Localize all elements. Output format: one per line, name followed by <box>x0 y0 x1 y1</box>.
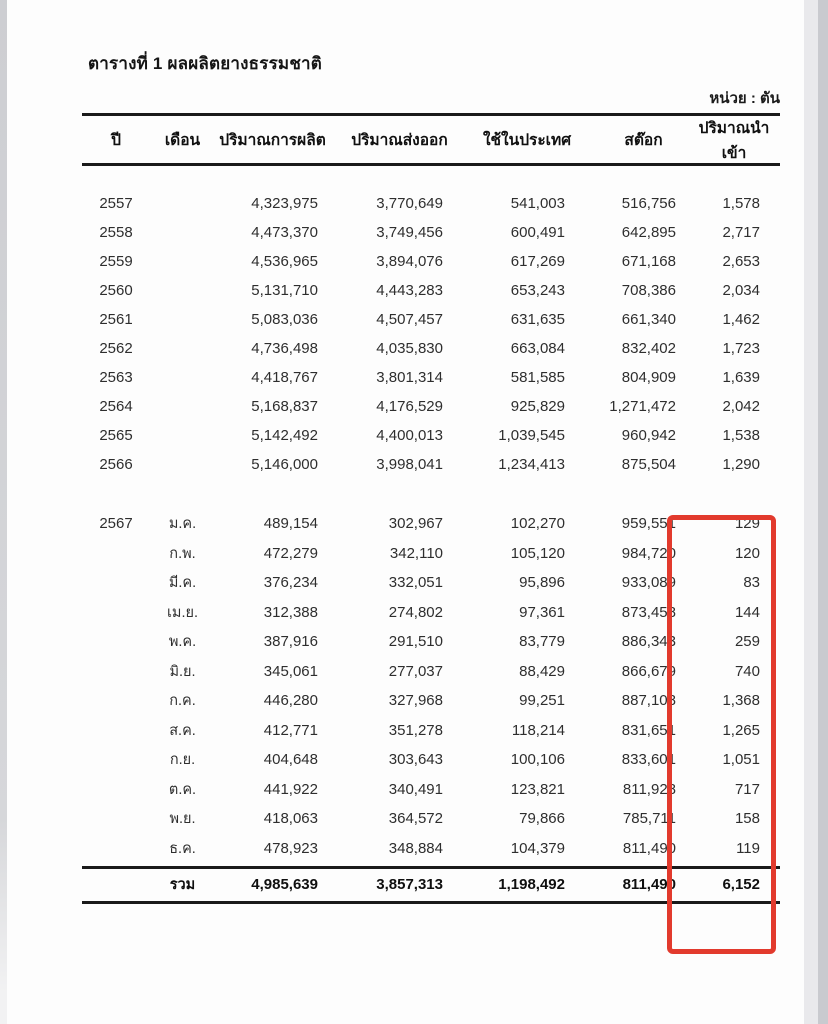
scan-edge-left <box>0 0 7 1024</box>
table-row <box>82 539 780 569</box>
cell-export: 303,643 <box>388 751 443 769</box>
table-bottom-rule <box>82 901 780 904</box>
cell-month: ส.ค. <box>169 722 196 739</box>
cell-domestic: 653,243 <box>510 282 565 299</box>
table-row <box>82 450 780 479</box>
cell-month: ม.ค. <box>168 516 197 533</box>
cell-domestic: 617,269 <box>510 253 565 270</box>
cell-production: 472,279 <box>263 544 318 562</box>
cell-import: 2,042 <box>722 398 760 415</box>
cell-export: 277,037 <box>388 662 443 680</box>
cell-year: 2560 <box>99 282 133 299</box>
table-row <box>82 598 780 628</box>
cell-import: 2,717 <box>722 224 760 241</box>
cell-domestic: 118,214 <box>511 721 565 739</box>
table-row <box>82 363 780 392</box>
cell-export: 274,802 <box>388 603 443 621</box>
table-row <box>82 247 780 276</box>
cell-production: 446,280 <box>263 692 318 710</box>
cell-year: 2561 <box>99 311 133 328</box>
cell-stock: 642,895 <box>621 224 676 241</box>
table-row <box>82 745 780 775</box>
column-header-stock: สต๊อก <box>624 132 663 149</box>
cell-stock: 887,108 <box>621 692 676 710</box>
cell-year: 2563 <box>99 369 133 386</box>
cell-stock: 671,168 <box>621 253 676 270</box>
cell-export: 327,968 <box>388 692 443 710</box>
cell-domestic: 83,779 <box>519 633 565 651</box>
cell-export: 3,749,456 <box>376 224 443 241</box>
cell-stock: 811,490 <box>622 839 676 857</box>
table-row <box>82 775 780 805</box>
cell-domestic: 631,635 <box>510 311 565 328</box>
cell-export: 4,035,830 <box>376 340 443 357</box>
cell-stock: 984,720 <box>621 544 676 562</box>
cell-import: 158 <box>734 810 760 828</box>
cell-export: 340,491 <box>388 780 443 798</box>
cell-domestic: 100,106 <box>510 751 565 769</box>
table-row <box>82 627 780 657</box>
cell-domestic: 95,896 <box>519 574 565 592</box>
table-row <box>82 716 780 746</box>
cell-production: 4,985,639 <box>251 875 318 893</box>
cell-import: 2,653 <box>722 253 760 270</box>
cell-stock: 866,679 <box>621 662 676 680</box>
cell-import: 120 <box>734 544 760 562</box>
cell-import: 1,051 <box>722 751 760 769</box>
cell-export: 4,400,013 <box>376 427 443 444</box>
unit-label: หน่วย : ตัน <box>709 90 780 107</box>
cell-production: 5,131,710 <box>251 282 318 299</box>
table-row <box>82 392 780 421</box>
cell-domestic: 541,003 <box>510 195 565 212</box>
cell-production: 404,648 <box>263 751 318 769</box>
cell-export: 4,443,283 <box>376 282 443 299</box>
cell-import: 1,462 <box>722 311 760 328</box>
cell-domestic: 663,084 <box>510 340 565 357</box>
cell-production: 5,083,036 <box>251 311 318 328</box>
table-row <box>82 218 780 247</box>
cell-export: 291,510 <box>388 633 443 651</box>
total-label: รวม <box>169 876 196 893</box>
cell-domestic: 105,120 <box>510 544 565 562</box>
cell-stock: 833,601 <box>621 751 676 769</box>
cell-domestic: 88,429 <box>519 662 565 680</box>
cell-production: 5,146,000 <box>251 456 318 473</box>
cell-import: 129 <box>734 515 760 533</box>
cell-year: 2558 <box>99 224 133 241</box>
cell-production: 478,923 <box>263 839 318 857</box>
cell-year: 2562 <box>99 340 133 357</box>
cell-import: 1,578 <box>722 195 760 212</box>
cell-export: 332,051 <box>388 574 443 592</box>
cell-domestic: 97,361 <box>519 603 565 621</box>
cell-month: มิ.ย. <box>169 663 196 680</box>
cell-year: 2565 <box>99 427 133 444</box>
cell-domestic: 79,866 <box>519 810 565 828</box>
annual-rows-section <box>82 189 780 479</box>
cell-year: 2567 <box>99 515 133 533</box>
cell-domestic: 1,039,545 <box>498 427 565 444</box>
cell-import: 1,723 <box>722 340 760 357</box>
table-row <box>82 686 780 716</box>
cell-import: 6,152 <box>722 875 760 893</box>
cell-import: 1,639 <box>722 369 760 386</box>
cell-export: 342,110 <box>389 544 443 562</box>
cell-month: ก.พ. <box>169 545 196 562</box>
table-title: ตารางที่ 1 ผลผลิตยางธรรมชาติ <box>88 54 323 73</box>
cell-stock: 708,386 <box>621 282 676 299</box>
cell-domestic: 1,198,492 <box>498 875 565 893</box>
table-row <box>82 189 780 218</box>
cell-import: 1,368 <box>722 692 760 710</box>
cell-domestic: 600,491 <box>510 224 565 241</box>
cell-domestic: 104,379 <box>510 839 565 857</box>
column-header-production: ปริมาณการผลิต <box>219 132 326 149</box>
column-header-export: ปริมาณส่งออก <box>351 132 448 149</box>
table-row <box>82 276 780 305</box>
cell-import: 83 <box>743 574 760 592</box>
cell-production: 441,922 <box>263 780 318 798</box>
cell-month: พ.ย. <box>169 811 196 828</box>
scan-edge-right-inner <box>804 0 818 1024</box>
cell-stock: 831,651 <box>621 721 676 739</box>
cell-year: 2557 <box>99 195 133 212</box>
cell-production: 4,323,975 <box>251 195 318 212</box>
cell-import: 1,538 <box>722 427 760 444</box>
cell-stock: 811,928 <box>622 780 676 798</box>
cell-import: 1,265 <box>722 721 760 739</box>
cell-production: 412,771 <box>263 721 318 739</box>
cell-production: 312,388 <box>263 603 318 621</box>
cell-month: เม.ย. <box>166 604 199 621</box>
cell-domestic: 102,270 <box>510 515 565 533</box>
cell-export: 364,572 <box>388 810 443 828</box>
cell-stock: 832,402 <box>621 340 676 357</box>
table-row <box>82 834 780 864</box>
cell-domestic: 99,251 <box>519 692 565 710</box>
cell-export: 3,770,649 <box>376 195 443 212</box>
cell-export: 3,998,041 <box>376 456 443 473</box>
cell-import: 119 <box>736 839 760 857</box>
cell-production: 4,536,965 <box>251 253 318 270</box>
cell-export: 302,967 <box>388 515 443 533</box>
table-row <box>82 334 780 363</box>
cell-export: 3,801,314 <box>376 369 443 386</box>
cell-month: มี.ค. <box>168 575 197 592</box>
cell-export: 4,176,529 <box>376 398 443 415</box>
cell-production: 418,063 <box>263 810 318 828</box>
cell-stock: 959,551 <box>621 515 676 533</box>
cell-export: 3,857,313 <box>376 875 443 893</box>
cell-production: 387,916 <box>263 633 318 651</box>
cell-production: 376,234 <box>263 574 318 592</box>
table-row <box>82 421 780 450</box>
cell-month: ก.ย. <box>169 752 196 769</box>
cell-import: 1,290 <box>722 456 760 473</box>
table-row <box>82 568 780 598</box>
cell-year: 2566 <box>99 456 133 473</box>
cell-month: ต.ค. <box>168 781 197 798</box>
cell-stock: 886,343 <box>621 633 676 651</box>
cell-production: 489,154 <box>263 515 318 533</box>
header-bottom-rule <box>82 163 780 166</box>
table-row <box>82 509 780 539</box>
cell-stock: 811,490 <box>622 875 676 893</box>
cell-export: 3,894,076 <box>376 253 443 270</box>
scan-edge-right-outer <box>818 0 828 1024</box>
column-header-domestic: ใช้ในประเทศ <box>482 132 572 149</box>
table-header-row <box>82 116 780 163</box>
cell-domestic: 925,829 <box>510 398 565 415</box>
cell-year: 2559 <box>99 253 133 270</box>
cell-stock: 785,711 <box>622 810 676 828</box>
total-row <box>82 869 780 899</box>
cell-export: 4,507,457 <box>376 311 443 328</box>
cell-stock: 875,504 <box>621 456 676 473</box>
column-header-year: ปี <box>111 132 121 149</box>
cell-export: 351,278 <box>388 721 443 739</box>
cell-month: ก.ค. <box>169 693 196 710</box>
cell-production: 4,473,370 <box>251 224 318 241</box>
cell-stock: 1,271,472 <box>609 398 676 415</box>
cell-import: 740 <box>734 662 760 680</box>
table-row <box>82 804 780 834</box>
cell-year: 2564 <box>99 398 133 415</box>
monthly-rows-section <box>82 509 780 863</box>
cell-stock: 804,909 <box>621 369 676 386</box>
cell-production: 345,061 <box>263 662 318 680</box>
cell-production: 5,168,837 <box>251 398 318 415</box>
cell-import: 717 <box>734 780 760 798</box>
cell-month: พ.ค. <box>168 634 197 651</box>
cell-import: 259 <box>734 633 760 651</box>
cell-stock: 960,942 <box>621 427 676 444</box>
cell-production: 4,736,498 <box>251 340 318 357</box>
cell-export: 348,884 <box>388 839 443 857</box>
cell-domestic: 581,585 <box>510 369 565 386</box>
cell-stock: 873,458 <box>621 603 676 621</box>
cell-production: 5,142,492 <box>251 427 318 444</box>
table-row <box>82 305 780 334</box>
cell-stock: 661,340 <box>621 311 676 328</box>
column-header-import: ปริมาณนำเข้า <box>698 119 770 162</box>
cell-domestic: 1,234,413 <box>498 456 565 473</box>
cell-import: 2,034 <box>722 282 760 299</box>
table-row <box>82 657 780 687</box>
column-header-month: เดือน <box>164 132 201 149</box>
cell-domestic: 123,821 <box>510 780 565 798</box>
cell-import: 144 <box>734 603 760 621</box>
cell-stock: 516,756 <box>621 195 676 212</box>
cell-production: 4,418,767 <box>251 369 318 386</box>
cell-month: ธ.ค. <box>169 840 196 857</box>
cell-stock: 933,089 <box>621 574 676 592</box>
